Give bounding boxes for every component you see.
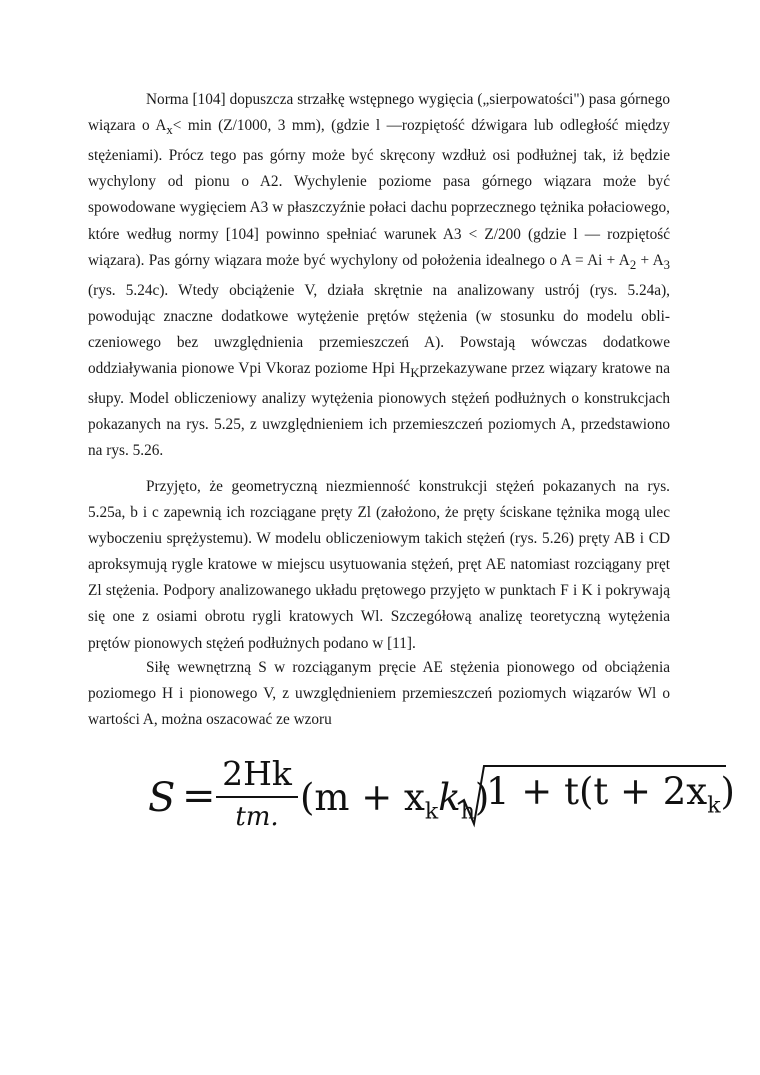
radicand-c: ): [720, 770, 735, 813]
radicand-b: (t + 2x: [578, 770, 708, 813]
formula-sub-k2: k: [707, 793, 721, 819]
formula-fraction: [216, 754, 298, 833]
formula-lhs: S: [148, 775, 176, 821]
square-root: [456, 764, 735, 825]
paragraph-1-text-e: przekazywane przez wiązary kratowe na słupy. Model obliczeniowy analizy wytężenia pionowych stężeń podłużnych o konstrukcjach pokazanych na rys. 5.25, z uwzględnieniem ich przemieszczeń poziomych A, przedstawiono na rys. 5.26.: [88, 360, 670, 460]
formula-equals: =: [182, 773, 216, 819]
paragraph-1-text-a: Norma [104] dopuszcza strzałkę wstępnego wygięcia („sierpowatości") pasa górnego wiązara o A: [88, 91, 670, 135]
paragraph-1-text-c: + A: [636, 251, 664, 269]
formula-middle-a: (m + x: [300, 776, 425, 819]
radicand-a: 1 + t: [486, 770, 579, 813]
paragraph-1-text-d: (rys. 5.24c). Wtedy obciążenie V, działa skrętnie na analizowany ustrój (rys. 5.24a), powodując znaczne dodatkowe wytężenie prętów stężenia (w stosunku do modelu obli-czeniowego bez uwzględnienia przemieszczeń A). Powstają wówczas dodatkowe oddziaływania pionowe Vpi Vkoraz poziome Hpi H: [88, 281, 670, 378]
fraction-bar: [216, 796, 298, 798]
formula-numerator: 2Hk: [222, 754, 292, 793]
subscript-x: x: [166, 123, 173, 138]
formula-sub-k1: k: [424, 799, 439, 825]
paragraph-2: Przyjęto, że geometryczną niezmienność konstrukcji stężeń pokazanych na rys. 5.25a, b i c zapewnią ich rozciągane pręty Zl (założono, że pręty ściskane tężnika mogą ulec wyboczeniu sprężystemu). W modelu obliczeniowym takich stężeń (rys. 5.26) pręty AB i CD aproksymują rygle kratowe w miejscu usytuowania stężeń, pręt AE natomiast rozciągany pręt Zl stężenia. Podpory analizowanego układu prętowego przyjęto w punktach F i K i pokrywają się one z osiami obrotu rygli kratowych Wl. Szczegółową analizę teoretyczną wytężenia prętów pionowych stężeń podłużnych podano w [11].: [88, 478, 670, 652]
paragraph-3: Siłę wewnętrzną S w rozciąganym pręcie AE stężenia pionowego od obciążenia poziomego H i pionowego V, z uwzględnieniem przemieszczeń poziomych wiązarów Wl o wartości A, można oszacować ze wzoru: [88, 659, 670, 729]
formula-middle-c: ): [474, 776, 490, 819]
radicand: [486, 772, 735, 826]
subscript-2: 2: [629, 257, 637, 272]
subscript-3: 3: [663, 257, 670, 272]
formula-S: [148, 752, 735, 852]
formula-denominator: tm.: [235, 802, 279, 832]
formula-sub-h: h: [460, 799, 475, 825]
paragraph-1: [88, 87, 670, 464]
paragraph-1-text-b: < min (Z/1000, 3 mm), (gdzie l —rozpiętość dźwigara lub odległość między stężeniami). Prócz tego pas górny może być skręcony wzdłuż osi podłużnej tak, iż będzie wychylony od pionu o A2. Wychylenie poziome pasa górnego wiązara może być spowodowane wygięciem A3 w płaszczyźnie połaci dachu poprzecznego tężnika połaciowego, które według normy [104] powinno spełniać warunek A3 < Z/200 (gdzie l — rozpiętość wiązara). Pas górny wiązara może być wychylony od położenia idealnego o A = Ai + A: [88, 117, 670, 269]
formula-middle-b: k: [438, 776, 461, 819]
subscript-K: K: [410, 366, 420, 381]
